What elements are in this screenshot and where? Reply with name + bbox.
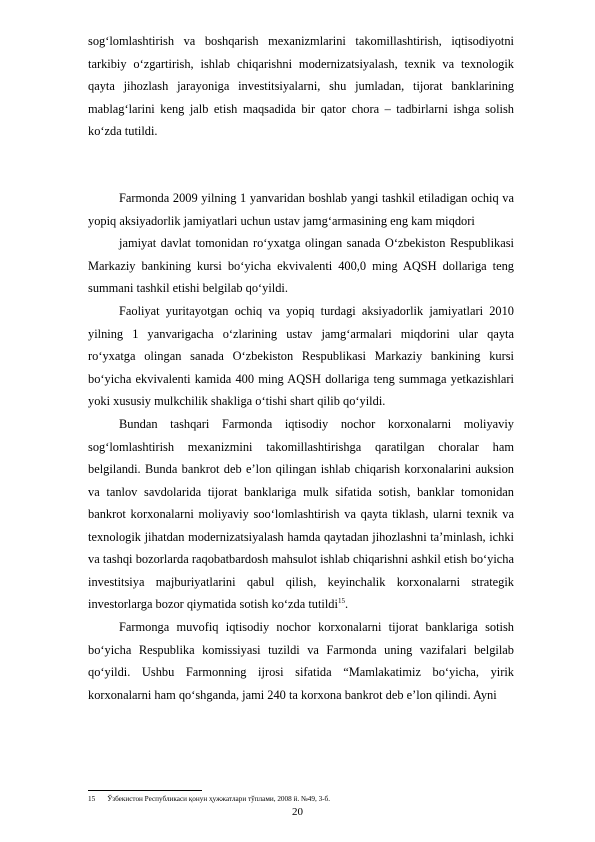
footnote-reference[interactable]: 15 bbox=[337, 596, 345, 605]
paragraph-farmonda-2009: Farmonda 2009 yilning 1 yanvaridan boshlab yangi tashkil etiladigan ochiq va yopiq aksiyadorlik jamiyatlari uchun ustav jamg‘armasining eng kam miqdori bbox=[88, 191, 514, 228]
paragraph-farmonga-muvofiq: Farmonga muvofiq iqtisodiy nochor korxonalarni tijorat banklariga sotish bo‘yicha Respublika komissiyasi tuzildi va Farmonda uning vazifalari belgilab qo‘yildi. Ushbu Farmonning ijrosi sifatida “Mamlakatimiz bo‘yicha, yirik korxonalarni ham qo‘shganda, jami 240 ta korxona bankrot deb e’lon qilindi. Ayni bbox=[88, 620, 514, 702]
footnote-number: 15 bbox=[88, 795, 96, 803]
paragraph-bundan-tashqari bbox=[88, 413, 514, 616]
footnote-text: Ўзбекистон Республикаси қонун ҳужжатлари тўплами, 2008 й. №49, 3-б. bbox=[107, 795, 331, 803]
footnote-reference-tail: . bbox=[344, 597, 349, 611]
paragraph-bundan-tashqari-text: Bundan tashqari Farmonda iqtisodiy nochor korxonalarni moliyaviy sog‘lomlashtirish mexanizmini takomillashtirishga qaratilgan choralar ham belgilandi. Bunda bankrot deb e’lon qilingan ishlab chiqarish korxonalarini auksion va tanlov savdolarida tijorat banklariga mulk sifatida sotish, banklar tomonidan bankrot korxonalarni moliyaviy soo‘lomlashtirish va qayta tiklash, ularni texnik va texnologik jihatdan modernizatsiyalash hamda qaytadan jihozlashni ta’minlash, ichki va tashqi bozorlarda raqobatbardosh mahsulot ishlab chiqarishni ashkil etish bo‘yicha investitsiya majburiyatlarini qabul qilish, keyinchalik korxonalarni strategik investorlarga bozor qiymatida sotish ko‘zda tutildi bbox=[88, 417, 514, 611]
paragraph-faoliyat: Faoliyat yuritayotgan ochiq va yopiq turdagi aksiyadorlik jamiyatlari 2010 yilning 1 yanvarigacha o‘zlarining ustav jamg‘armalari miqdorini ular qayta ro‘yxatga olingan sanada O‘zbekiston Respublikasi Markaziy bankining kursi bo‘yicha ekvivalenti kamida 400 ming AQSH dollariga teng summaga yetkazishlari yoki xususiy mulkchilik shakliga o‘tishi shart qilib qo‘yildi. bbox=[88, 304, 514, 408]
page-number: 20 bbox=[292, 806, 303, 818]
paragraph-jamiyat: jamiyat davlat tomonidan ro‘yxatga olingan sanada O‘zbekiston Respublikasi Markaziy bankining kursi bo‘yicha ekvivalenti 400,0 ming AQSH dollariga teng summani tashkil etishi belgilab qo‘yildi. bbox=[88, 236, 514, 295]
paragraph-continuation: sog‘lomlashtirish va boshqarish mexanizmlarini takomillashtirish, iqtisodiyotni tarkibiy o‘zgartirish, ishlab chiqarishni modernizatsiyalash, texnik va texnologik qayta jihozlash jarayoniga investitsiyalarni, shu jumladan, tijorat banklarining mablag‘larini keng jalb etish maqsadida bir qator chora – tadbirlarni ishga solish ko‘zda tutildi. bbox=[88, 34, 514, 138]
footnote bbox=[88, 795, 330, 804]
footnote-divider bbox=[88, 790, 202, 791]
